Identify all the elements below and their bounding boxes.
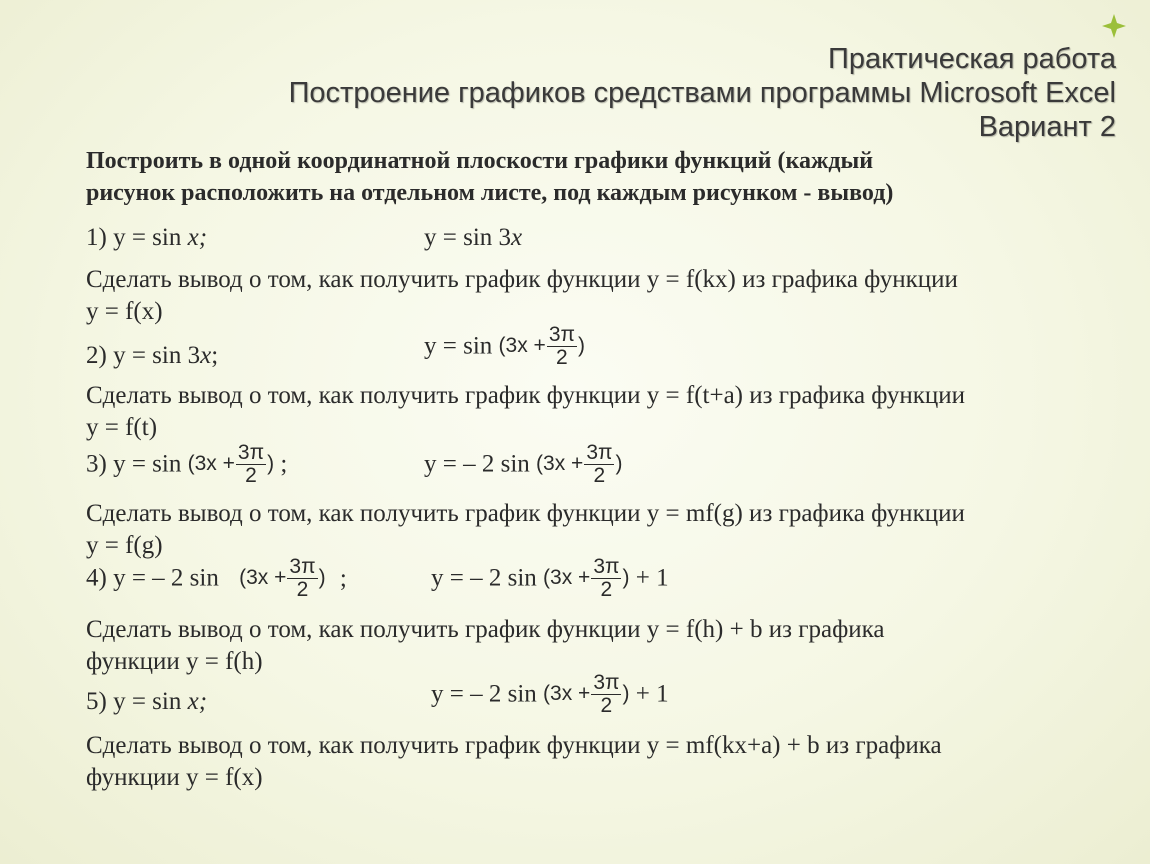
conclusion-2-line-2: y = f(t) xyxy=(86,414,158,441)
conclusion-3-line-2: y = f(g) xyxy=(86,532,163,559)
slide-title xyxy=(289,42,1116,144)
formula-1-right: y = sin 3x xyxy=(424,224,523,251)
conclusion-5-line-1: Сделать вывод о том, как получить график функции y = mf(kx+a) + b из графика xyxy=(86,732,942,759)
conclusion-4-line-2: функции y = f(h) xyxy=(86,648,263,675)
conclusion-4-line-1: Сделать вывод о том, как получить график функции y = f(h) + b из графика xyxy=(86,616,885,643)
conclusion-1-line-2: y = f(x) xyxy=(86,298,163,325)
formula-2-left: 2) y = sin 3x; xyxy=(86,342,219,369)
formula-5-left: 5) y = sin x; xyxy=(86,688,208,715)
conclusion-2-line-1: Сделать вывод о том, как получить график функции y = f(t+a) из графика функции xyxy=(86,382,966,409)
task-line-1: Построить в одной координатной плоскости графики функций (каждый xyxy=(86,148,874,174)
corner-ornament-icon xyxy=(1100,12,1128,40)
formula-3-left: 3) y = sin (3x + $\frac{3\pi}{2}$ ) ; xyxy=(86,441,288,487)
conclusion-5-line-2: функции y = f(x) xyxy=(86,764,263,791)
formula-row-5 xyxy=(86,671,669,717)
fraction-expression: (3x + $\frac{3\pi}{2}$ ) xyxy=(187,441,275,487)
formula-5-right: y = – 2 sin (3x + $\frac{3\pi}{2}$ ) + 1 xyxy=(431,671,669,717)
formula-1-left: 1) y = sin x; xyxy=(86,224,208,251)
formula-4-left: 4) y = – 2 sin (3x + $\frac{3\pi}{2}$ ) ; xyxy=(86,555,347,601)
formula-row-4 xyxy=(86,555,669,601)
conclusion-1-line-1: Сделать вывод о том, как получить график функции y = f(kx) из графика функции xyxy=(86,266,958,293)
formula-4-right: y = – 2 sin (3x + $\frac{3\pi}{2}$ ) + 1 xyxy=(431,555,669,601)
fraction-expression: (3x + $\frac{3\pi}{2}$ ) xyxy=(498,323,585,369)
fraction-expression: (3x + $\frac{3\pi}{2}$ ) xyxy=(543,671,630,717)
formula-2-right: y = sin (3x + $\frac{3\pi}{2}$ ) xyxy=(424,323,585,369)
formula-row-2 xyxy=(86,323,585,370)
title-line-2: Построение графиков средствами программы Microsoft Excel xyxy=(288,77,1116,109)
title-line-3: Вариант 2 xyxy=(978,111,1116,143)
fraction-expression: (3x + $\frac{3\pi}{2}$ ) xyxy=(536,441,623,487)
fraction-expression: (3x + $\frac{3\pi}{2}$ ) xyxy=(239,555,326,601)
fraction-expression: (3x + $\frac{3\pi}{2}$ ) xyxy=(543,555,630,601)
formula-row-3 xyxy=(86,441,623,487)
title-line-1: Практическая работа xyxy=(828,43,1116,75)
formula-row-1 xyxy=(86,224,523,252)
formula-3-right: y = – 2 sin (3x + $\frac{3\pi}{2}$ ) xyxy=(424,441,623,487)
conclusion-3-line-1: Сделать вывод о том, как получить график функции y = mf(g) из графика функции xyxy=(86,500,965,527)
task-line-2: рисунок расположить на отдельном листе, под каждым рисунком - вывод) xyxy=(86,180,894,206)
